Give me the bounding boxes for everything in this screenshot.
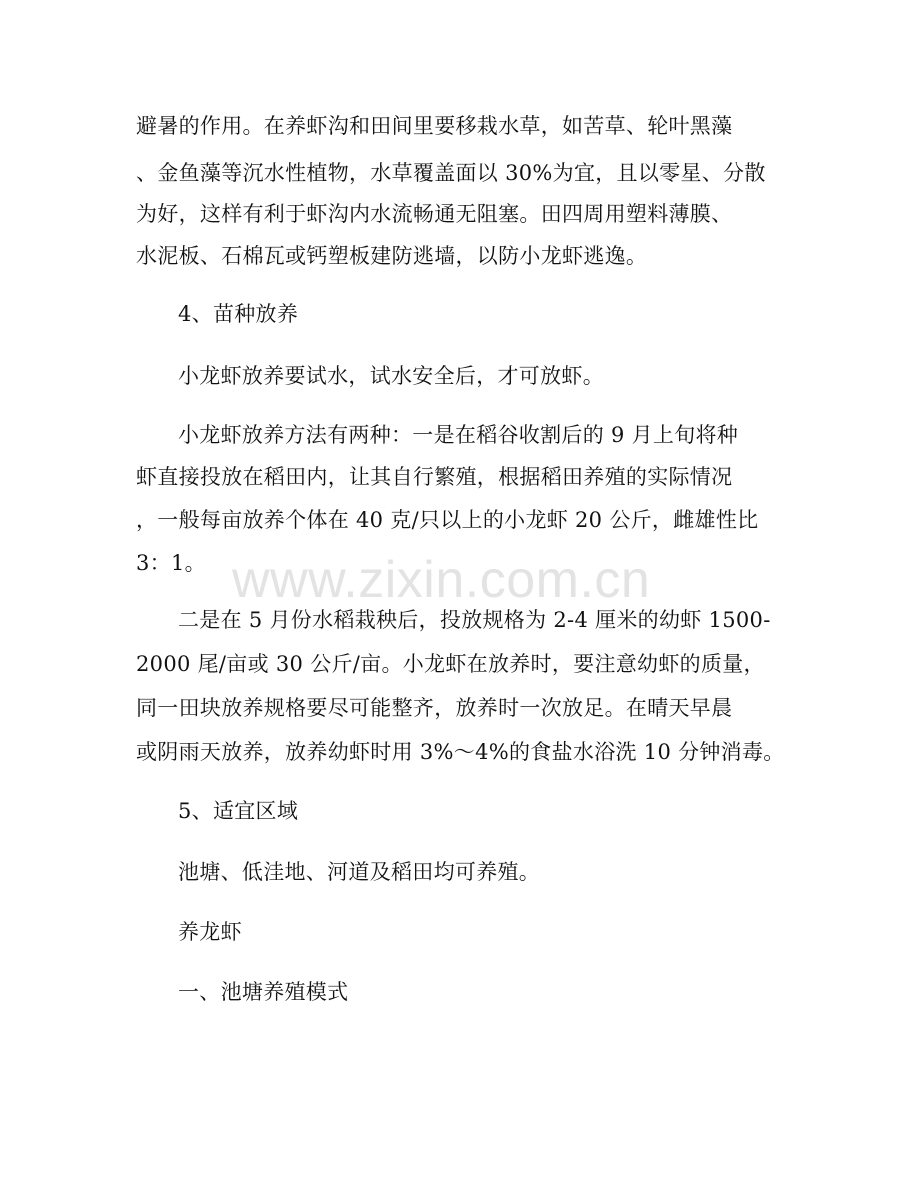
paragraph-line: 3：1。 [136,551,206,575]
section-heading: 5、适宜区域 [178,799,299,823]
paragraph-line: 池塘、低洼地、河道及稻田均可养殖。 [178,860,541,884]
paragraph-line: 同一田块放养规格要尽可能整齐，放养时一次放足。在晴天早晨 [136,696,733,720]
paragraph-line: 虾直接投放在稻田内，让其自行繁殖，根据稻田养殖的实际情况 [136,465,733,489]
paragraph-line: 为好，这样有利于虾沟内水流畅通无阻塞。田四周用塑料薄膜、 [136,202,733,226]
section-heading: 4、苗种放养 [178,302,299,326]
paragraph-line: 水泥板、石棉瓦或钙塑板建防逃墙，以防小龙虾逃逸。 [136,244,648,268]
paragraph-line: ，一般每亩放养个体在 40 克/只以上的小龙虾 20 公斤，雌雄性比 [136,508,759,532]
paragraph-line: 或阴雨天放养，放养幼虾时用 3%～4%的食盐水浴洗 10 分钟消毒。 [136,740,785,764]
paragraph-line: 、金鱼藻等沉水性植物，水草覆盖面以 30%为宜，且以零星、分散 [136,161,766,185]
paragraph-line: 小龙虾放养方法有两种：一是在稻谷收割后的 9 月上旬将种 [178,423,739,447]
paragraph-line: 小龙虾放养要试水，试水安全后，才可放虾。 [178,364,604,388]
section-heading: 养龙虾 [178,920,242,944]
paragraph-line: 避暑的作用。在养虾沟和田间里要移栽水草，如苦草、轮叶黑藻 [136,114,733,138]
paragraph-line: 二是在 5 月份水稻栽秧后，投放规格为 2-4 厘米的幼虾 1500- [178,608,771,632]
paragraph-line: 2000 尾/亩或 30 公斤/亩。小龙虾在放养时，要注意幼虾的质量， [136,652,765,676]
watermark: www.zixin.com.cn [232,551,651,609]
section-heading: 一、池塘养殖模式 [178,980,349,1004]
